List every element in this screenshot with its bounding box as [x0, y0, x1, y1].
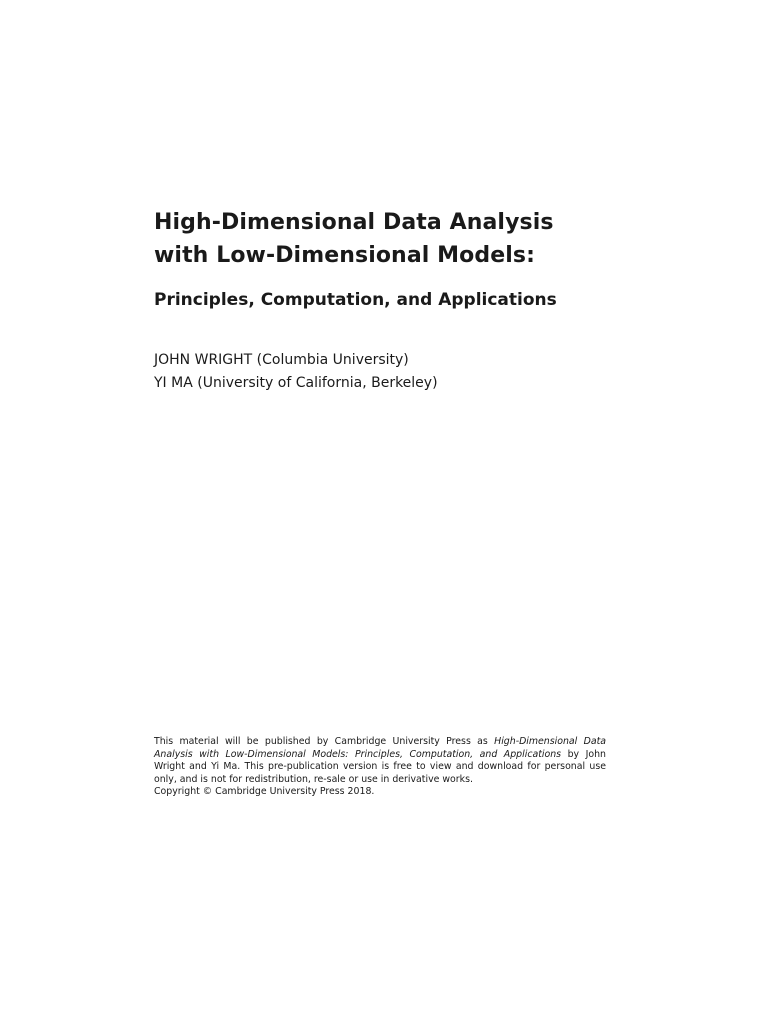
notice-book-title: High-Dimensional Data Analysis with Low-Dimensional Models: Principles, Computation, and Applications: [154, 736, 606, 760]
book-title-line-1: High-Dimensional Data Analysis: [154, 210, 554, 235]
author-yi-ma: YI MA (University of California, Berkeley): [154, 375, 438, 391]
copyright-line: Copyright © Cambridge University Press 2018.: [154, 786, 375, 798]
book-subtitle: Principles, Computation, and Applications: [154, 290, 557, 310]
notice-suffix: by John Wright and Yi Ma. This pre-publication version is free to view and download for personal use only, and is not for redistribution, re-sale or use in derivative works.: [154, 748, 606, 785]
book-title: [154, 206, 674, 272]
author-john-wright: JOHN WRIGHT (Columbia University): [154, 352, 409, 368]
book-title-line-2: with Low-Dimensional Models:: [154, 243, 535, 268]
publication-notice: [154, 736, 606, 799]
notice-paragraph: [154, 736, 606, 786]
author-list: [154, 349, 438, 395]
notice-prefix: This material will be published by Cambridge University Press as: [154, 736, 495, 747]
